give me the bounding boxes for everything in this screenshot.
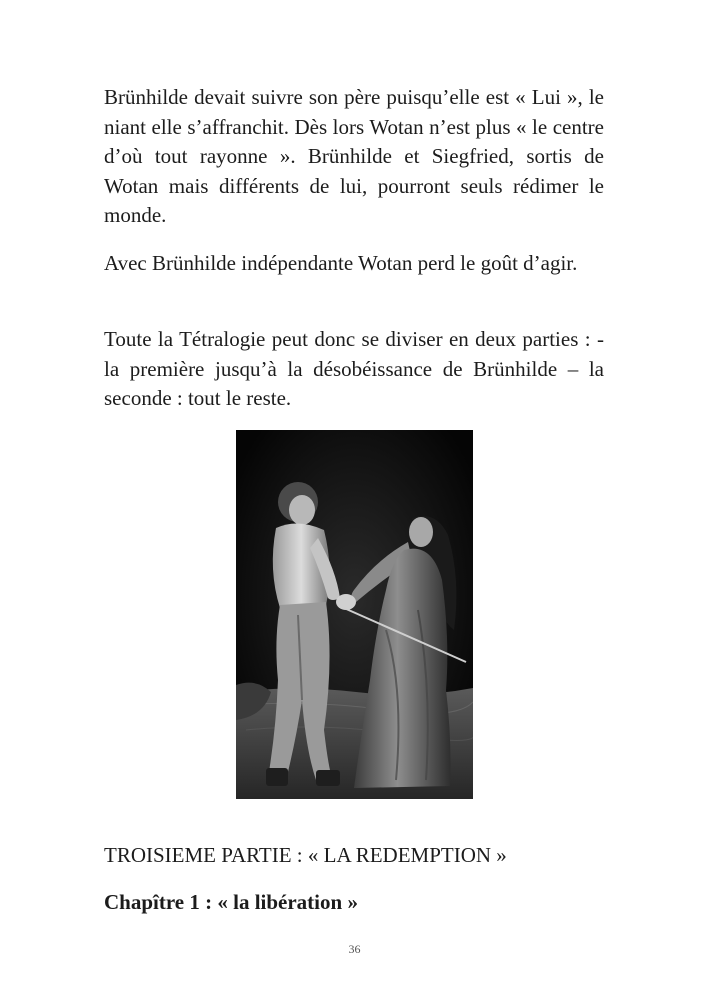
- stage-photograph-illustration: [236, 430, 473, 799]
- body-paragraph-2: Avec Brünhilde indépendante Wotan perd le goût d’agir.: [104, 251, 578, 275]
- body-paragraph-3: Toute la Tétralogie peut donc se diviser en deux parties : - la première jusqu’à la désobéissance de Brünhilde – la seconde : tout le reste.: [104, 327, 604, 410]
- body-paragraph-1: Brünhilde devait suivre son père puisqu’elle est « Lui », le niant elle s’affranchit. Dès lors Wotan n’est plus « le centre d’où tout rayonne ». Brünhilde et Siegfried, sortis de Wotan mais différents de lui, pourront seuls rédimer le monde.: [104, 85, 604, 227]
- stage-photograph: [236, 430, 473, 799]
- chapter-heading: Chapître 1 : « la libération »: [104, 890, 358, 914]
- page-number: 36: [348, 942, 361, 956]
- part-heading: TROISIEME PARTIE : « LA REDEMPTION »: [104, 843, 507, 867]
